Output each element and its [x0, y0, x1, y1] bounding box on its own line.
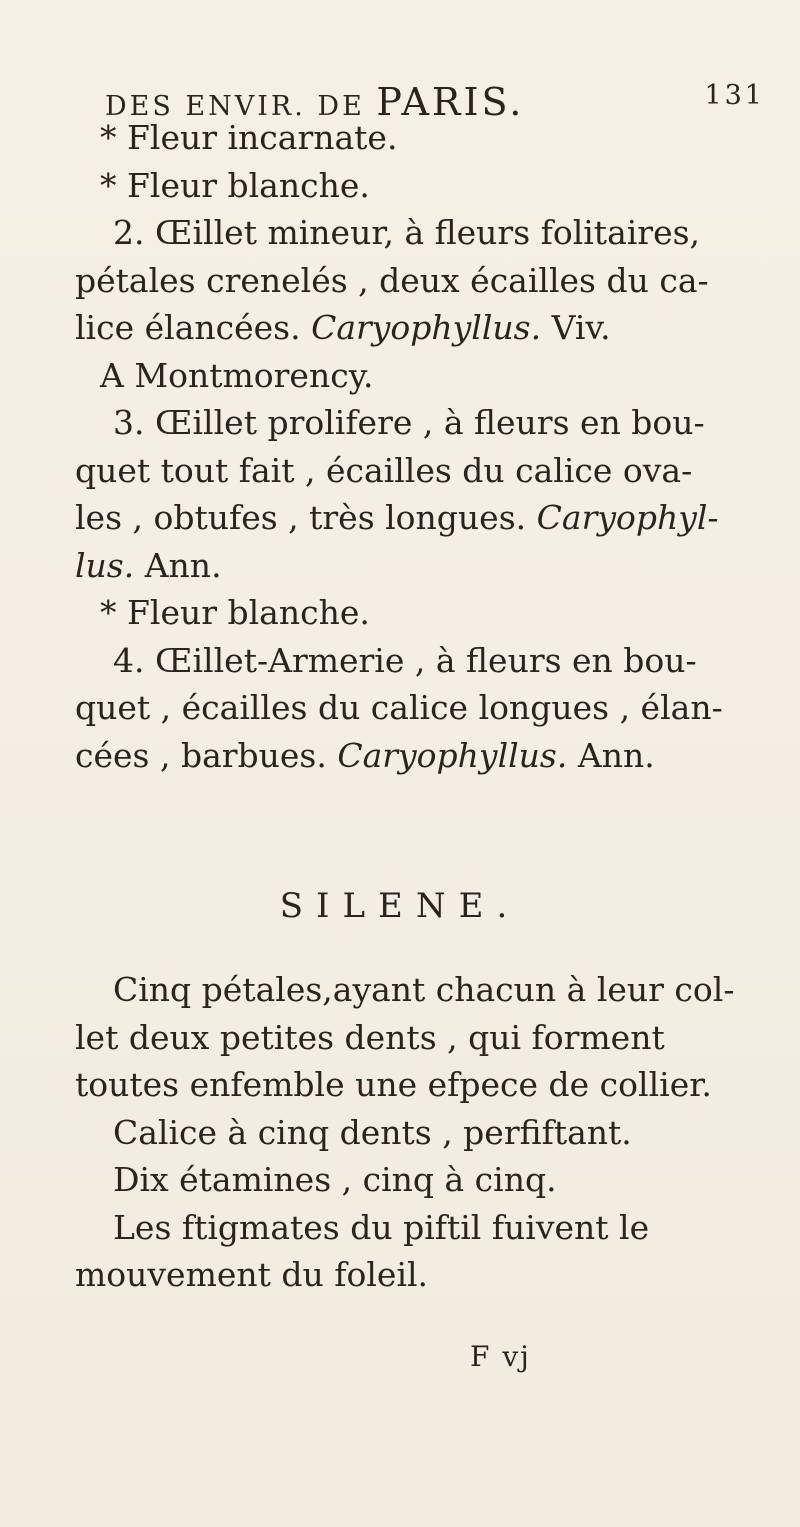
entry-4-line-3 [75, 732, 755, 780]
entry-text: les , obtufes , très longues. [75, 498, 537, 537]
entry-3-line-1: 3. Œillet prolifere , à fleurs en bou- [113, 403, 705, 442]
entry-text: Ann. [567, 735, 655, 775]
entry-text: cées , barbues. [75, 735, 338, 775]
entry-2-line-3 [75, 304, 755, 352]
page-number: 131 [704, 80, 765, 111]
description-line: toutes enfemble une efpece de collier. [75, 1065, 712, 1104]
genus-description [75, 966, 755, 1299]
entry-4-line-1: 4. Œillet-Armerie , à fleurs en bou- [113, 640, 697, 680]
section-title: SILENE. [279, 886, 521, 926]
signature-mark: F vj [470, 1340, 531, 1373]
entry-3-line-4 [75, 542, 755, 590]
entry-text: lice élancées. [75, 308, 312, 347]
entry-3-line-2: quet tout fait , écailles du calice ova- [75, 450, 693, 490]
description-line: Cinq pétales,ayant chacun à leur col- [113, 970, 735, 1009]
entry-2-line-4: A Montmorency. [100, 355, 374, 395]
description-line: Calice à cinq dents , perfiftant. [113, 1112, 632, 1152]
entry-text: Ann. [134, 545, 222, 585]
latin-name: Caryophyl- [536, 498, 719, 537]
entry-1-varieties [75, 114, 755, 779]
entry-3-line-3 [75, 494, 755, 542]
variety-line: * Fleur incarnate. [100, 118, 398, 157]
description-line: Dix étamines , cinq à cinq. [113, 1160, 557, 1199]
running-title-small: DES ENVIR. DE [105, 91, 365, 122]
entry-3-line-5: * Fleur blanche. [100, 593, 370, 632]
entry-4-line-2: quet , écailles du calice longues , élan- [75, 688, 723, 727]
description-line: mouvement du foleil. [75, 1255, 429, 1294]
description-line: let deux petites dents , qui forment [75, 1017, 665, 1057]
latin-name: Caryophyllus. [337, 735, 568, 775]
latin-name: lus. [75, 545, 135, 585]
entry-2-line-2: pétales crenelés , deux écailles du ca- [75, 260, 709, 300]
description-line: Les ftigmates du piftil fuivent le [113, 1207, 650, 1247]
entry-2-line-1: 2. Œillet mineur, à fleurs folitaires, [113, 213, 701, 252]
running-title-large: PARIS. [376, 80, 525, 124]
entry-text: Viv. [541, 308, 611, 347]
variety-line: * Fleur blanche. [100, 165, 370, 205]
latin-name: Caryophyllus. [311, 308, 542, 347]
